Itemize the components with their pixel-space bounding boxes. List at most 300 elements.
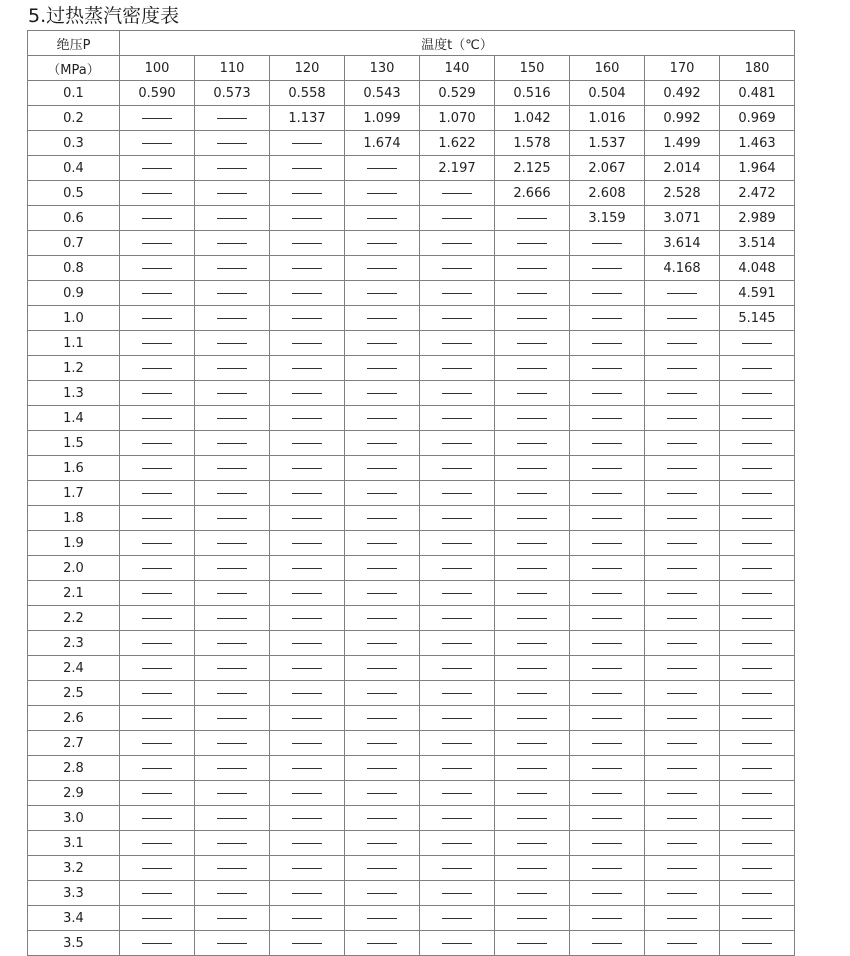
empty-cell: [120, 381, 195, 406]
dash-mark: [442, 468, 472, 469]
empty-cell: [120, 331, 195, 356]
dash-mark: [742, 568, 772, 569]
empty-cell: [270, 656, 345, 681]
dash-mark: [592, 393, 622, 394]
pressure-cell: 1.2: [28, 356, 120, 381]
dash-mark: [217, 143, 247, 144]
dash-mark: [667, 593, 697, 594]
dash-mark: [142, 143, 172, 144]
empty-cell: [420, 656, 495, 681]
dash-mark: [142, 768, 172, 769]
empty-cell: [645, 581, 720, 606]
empty-cell: [570, 931, 645, 956]
dash-mark: [142, 693, 172, 694]
empty-cell: [270, 381, 345, 406]
dash-mark: [667, 893, 697, 894]
empty-cell: [195, 656, 270, 681]
empty-cell: [645, 881, 720, 906]
empty-cell: [570, 581, 645, 606]
empty-cell: [195, 606, 270, 631]
empty-cell: [495, 781, 570, 806]
dash-mark: [142, 218, 172, 219]
density-cell: 4.048: [720, 256, 795, 281]
dash-mark: [742, 818, 772, 819]
density-cell: 3.514: [720, 231, 795, 256]
density-cell: 2.989: [720, 206, 795, 231]
empty-cell: [345, 181, 420, 206]
empty-cell: [420, 206, 495, 231]
empty-cell: [720, 481, 795, 506]
empty-cell: [345, 256, 420, 281]
empty-cell: [345, 756, 420, 781]
empty-cell: [120, 881, 195, 906]
empty-cell: [270, 831, 345, 856]
empty-cell: [120, 431, 195, 456]
empty-cell: [120, 281, 195, 306]
empty-cell: [420, 831, 495, 856]
temperature-header-cell: 170: [645, 56, 720, 81]
empty-cell: [495, 756, 570, 781]
dash-mark: [592, 918, 622, 919]
dash-mark: [442, 268, 472, 269]
empty-cell: [720, 931, 795, 956]
empty-cell: [345, 781, 420, 806]
dash-mark: [217, 618, 247, 619]
empty-cell: [120, 756, 195, 781]
density-cell: 0.558: [270, 81, 345, 106]
dash-mark: [142, 268, 172, 269]
dash-mark: [217, 318, 247, 319]
empty-cell: [345, 731, 420, 756]
empty-cell: [270, 331, 345, 356]
dash-mark: [217, 918, 247, 919]
empty-cell: [420, 481, 495, 506]
empty-cell: [420, 381, 495, 406]
dash-mark: [742, 868, 772, 869]
empty-cell: [270, 881, 345, 906]
empty-cell: [120, 256, 195, 281]
table-row: [28, 656, 795, 681]
empty-cell: [195, 831, 270, 856]
temperature-header-cell: 120: [270, 56, 345, 81]
dash-mark: [217, 593, 247, 594]
dash-mark: [517, 218, 547, 219]
empty-cell: [120, 806, 195, 831]
empty-cell: [120, 631, 195, 656]
density-cell: 1.099: [345, 106, 420, 131]
dash-mark: [442, 918, 472, 919]
empty-cell: [420, 781, 495, 806]
empty-cell: [495, 356, 570, 381]
empty-cell: [195, 406, 270, 431]
dash-mark: [442, 593, 472, 594]
density-cell: 2.666: [495, 181, 570, 206]
dash-mark: [517, 718, 547, 719]
dash-mark: [217, 118, 247, 119]
density-cell: 1.016: [570, 106, 645, 131]
empty-cell: [345, 681, 420, 706]
dash-mark: [667, 793, 697, 794]
dash-mark: [142, 568, 172, 569]
empty-cell: [120, 856, 195, 881]
table-row: [28, 606, 795, 631]
empty-cell: [720, 631, 795, 656]
dash-mark: [592, 743, 622, 744]
dash-mark: [217, 768, 247, 769]
dash-mark: [142, 718, 172, 719]
dash-mark: [217, 568, 247, 569]
dash-mark: [367, 468, 397, 469]
dash-mark: [742, 618, 772, 619]
dash-mark: [217, 518, 247, 519]
density-cell: 0.543: [345, 81, 420, 106]
dash-mark: [142, 418, 172, 419]
dash-mark: [592, 468, 622, 469]
dash-mark: [592, 818, 622, 819]
dash-mark: [367, 693, 397, 694]
empty-cell: [645, 406, 720, 431]
dash-mark: [517, 643, 547, 644]
dash-mark: [667, 443, 697, 444]
temperature-header: 温度t（℃）: [120, 31, 795, 56]
dash-mark: [367, 268, 397, 269]
dash-mark: [442, 768, 472, 769]
empty-cell: [270, 406, 345, 431]
empty-cell: [195, 356, 270, 381]
empty-cell: [570, 406, 645, 431]
dash-mark: [667, 418, 697, 419]
dash-mark: [517, 868, 547, 869]
empty-cell: [570, 906, 645, 931]
empty-cell: [495, 931, 570, 956]
dash-mark: [517, 768, 547, 769]
empty-cell: [120, 131, 195, 156]
empty-cell: [195, 706, 270, 731]
dash-mark: [367, 443, 397, 444]
dash-mark: [367, 668, 397, 669]
empty-cell: [495, 531, 570, 556]
empty-cell: [195, 381, 270, 406]
empty-cell: [720, 706, 795, 731]
empty-cell: [120, 931, 195, 956]
empty-cell: [495, 706, 570, 731]
dash-mark: [292, 618, 322, 619]
dash-mark: [592, 793, 622, 794]
temperature-header-cell: 140: [420, 56, 495, 81]
density-cell: 1.463: [720, 131, 795, 156]
empty-cell: [345, 356, 420, 381]
table-row: [28, 181, 795, 206]
dash-mark: [517, 318, 547, 319]
empty-cell: [345, 606, 420, 631]
dash-mark: [592, 718, 622, 719]
empty-cell: [420, 431, 495, 456]
empty-cell: [345, 381, 420, 406]
empty-cell: [120, 731, 195, 756]
table-row: [28, 781, 795, 806]
empty-cell: [645, 931, 720, 956]
pressure-cell: 0.4: [28, 156, 120, 181]
pressure-cell: 2.3: [28, 631, 120, 656]
pressure-cell: 2.4: [28, 656, 120, 681]
empty-cell: [345, 231, 420, 256]
dash-mark: [142, 343, 172, 344]
dash-mark: [292, 393, 322, 394]
empty-cell: [345, 531, 420, 556]
pressure-cell: 2.8: [28, 756, 120, 781]
empty-cell: [720, 831, 795, 856]
table-row: [28, 431, 795, 456]
empty-cell: [570, 256, 645, 281]
empty-cell: [195, 306, 270, 331]
empty-cell: [495, 431, 570, 456]
dash-mark: [742, 343, 772, 344]
empty-cell: [495, 331, 570, 356]
empty-cell: [195, 231, 270, 256]
empty-cell: [645, 731, 720, 756]
empty-cell: [570, 831, 645, 856]
dash-mark: [367, 543, 397, 544]
empty-cell: [195, 906, 270, 931]
empty-cell: [270, 256, 345, 281]
empty-cell: [270, 731, 345, 756]
dash-mark: [292, 193, 322, 194]
dash-mark: [667, 468, 697, 469]
table-row: [28, 456, 795, 481]
dash-mark: [517, 293, 547, 294]
density-cell: 5.145: [720, 306, 795, 331]
dash-mark: [217, 468, 247, 469]
empty-cell: [345, 156, 420, 181]
empty-cell: [720, 506, 795, 531]
dash-mark: [367, 768, 397, 769]
dash-mark: [742, 718, 772, 719]
empty-cell: [420, 931, 495, 956]
dash-mark: [292, 643, 322, 644]
empty-cell: [720, 531, 795, 556]
empty-cell: [420, 281, 495, 306]
dash-mark: [142, 793, 172, 794]
dash-mark: [667, 318, 697, 319]
empty-cell: [495, 831, 570, 856]
empty-cell: [495, 456, 570, 481]
empty-cell: [720, 456, 795, 481]
pressure-cell: 2.1: [28, 581, 120, 606]
dash-mark: [517, 568, 547, 569]
empty-cell: [345, 706, 420, 731]
dash-mark: [367, 393, 397, 394]
dash-mark: [442, 618, 472, 619]
pressure-cell: 1.0: [28, 306, 120, 331]
dash-mark: [367, 418, 397, 419]
empty-cell: [270, 756, 345, 781]
empty-cell: [120, 606, 195, 631]
empty-cell: [645, 656, 720, 681]
dash-mark: [517, 393, 547, 394]
empty-cell: [270, 156, 345, 181]
empty-cell: [495, 556, 570, 581]
empty-cell: [270, 581, 345, 606]
empty-cell: [195, 481, 270, 506]
dash-mark: [367, 243, 397, 244]
empty-cell: [195, 881, 270, 906]
dash-mark: [142, 493, 172, 494]
dash-mark: [292, 718, 322, 719]
empty-cell: [570, 606, 645, 631]
dash-mark: [217, 543, 247, 544]
empty-cell: [570, 381, 645, 406]
dash-mark: [367, 643, 397, 644]
pressure-header: 绝压P: [28, 31, 120, 56]
empty-cell: [120, 781, 195, 806]
empty-cell: [420, 256, 495, 281]
density-cell: 3.159: [570, 206, 645, 231]
dash-mark: [442, 418, 472, 419]
dash-mark: [292, 468, 322, 469]
table-row: [28, 631, 795, 656]
dash-mark: [292, 593, 322, 594]
dash-mark: [742, 693, 772, 694]
density-cell: 1.499: [645, 131, 720, 156]
empty-cell: [420, 731, 495, 756]
dash-mark: [667, 943, 697, 944]
dash-mark: [517, 343, 547, 344]
dash-mark: [292, 343, 322, 344]
dash-mark: [292, 493, 322, 494]
empty-cell: [195, 931, 270, 956]
dash-mark: [667, 618, 697, 619]
empty-cell: [195, 756, 270, 781]
dash-mark: [742, 468, 772, 469]
dash-mark: [367, 368, 397, 369]
dash-mark: [292, 168, 322, 169]
empty-cell: [420, 906, 495, 931]
dash-mark: [742, 593, 772, 594]
dash-mark: [367, 318, 397, 319]
empty-cell: [570, 306, 645, 331]
dash-mark: [367, 618, 397, 619]
dash-mark: [742, 768, 772, 769]
empty-cell: [270, 781, 345, 806]
dash-mark: [442, 518, 472, 519]
pressure-cell: 0.8: [28, 256, 120, 281]
empty-cell: [570, 456, 645, 481]
dash-mark: [217, 168, 247, 169]
empty-cell: [270, 306, 345, 331]
dash-mark: [217, 818, 247, 819]
dash-mark: [442, 718, 472, 719]
density-cell: 0.481: [720, 81, 795, 106]
empty-cell: [345, 556, 420, 581]
dash-mark: [442, 568, 472, 569]
dash-mark: [442, 343, 472, 344]
pressure-cell: 1.7: [28, 481, 120, 506]
empty-cell: [570, 781, 645, 806]
empty-cell: [120, 481, 195, 506]
empty-cell: [270, 606, 345, 631]
dash-mark: [217, 493, 247, 494]
dash-mark: [442, 543, 472, 544]
density-cell: 0.573: [195, 81, 270, 106]
dash-mark: [217, 843, 247, 844]
dash-mark: [442, 243, 472, 244]
dash-mark: [292, 568, 322, 569]
empty-cell: [720, 781, 795, 806]
density-cell: 2.197: [420, 156, 495, 181]
dash-mark: [592, 668, 622, 669]
empty-cell: [120, 556, 195, 581]
dash-mark: [292, 843, 322, 844]
pressure-cell: 2.0: [28, 556, 120, 581]
table-row: [28, 706, 795, 731]
density-cell: 1.578: [495, 131, 570, 156]
empty-cell: [120, 831, 195, 856]
empty-cell: [495, 631, 570, 656]
empty-cell: [645, 456, 720, 481]
pressure-cell: 3.2: [28, 856, 120, 881]
empty-cell: [495, 806, 570, 831]
empty-cell: [570, 806, 645, 831]
empty-cell: [570, 706, 645, 731]
empty-cell: [645, 506, 720, 531]
empty-cell: [570, 506, 645, 531]
table-row: [28, 381, 795, 406]
pressure-cell: 3.5: [28, 931, 120, 956]
empty-cell: [420, 356, 495, 381]
dash-mark: [667, 568, 697, 569]
table-row: [28, 931, 795, 956]
dash-mark: [367, 493, 397, 494]
dash-mark: [292, 418, 322, 419]
empty-cell: [720, 381, 795, 406]
empty-cell: [195, 331, 270, 356]
dash-mark: [517, 493, 547, 494]
empty-cell: [570, 281, 645, 306]
empty-cell: [345, 831, 420, 856]
empty-cell: [195, 731, 270, 756]
density-cell: 2.528: [645, 181, 720, 206]
empty-cell: [570, 431, 645, 456]
dash-mark: [517, 743, 547, 744]
empty-cell: [120, 406, 195, 431]
empty-cell: [120, 506, 195, 531]
empty-cell: [720, 581, 795, 606]
dash-mark: [217, 193, 247, 194]
dash-mark: [667, 818, 697, 819]
dash-mark: [442, 293, 472, 294]
empty-cell: [270, 806, 345, 831]
dash-mark: [592, 868, 622, 869]
empty-cell: [120, 106, 195, 131]
empty-cell: [345, 906, 420, 931]
dash-mark: [367, 518, 397, 519]
empty-cell: [645, 681, 720, 706]
dash-mark: [442, 493, 472, 494]
empty-cell: [195, 281, 270, 306]
empty-cell: [345, 456, 420, 481]
dash-mark: [367, 218, 397, 219]
pressure-cell: 3.0: [28, 806, 120, 831]
table-row: [28, 906, 795, 931]
empty-cell: [495, 606, 570, 631]
pressure-cell: 3.3: [28, 881, 120, 906]
empty-cell: [345, 581, 420, 606]
empty-cell: [495, 306, 570, 331]
table-row: [28, 481, 795, 506]
empty-cell: [495, 731, 570, 756]
dash-mark: [517, 243, 547, 244]
empty-cell: [270, 631, 345, 656]
